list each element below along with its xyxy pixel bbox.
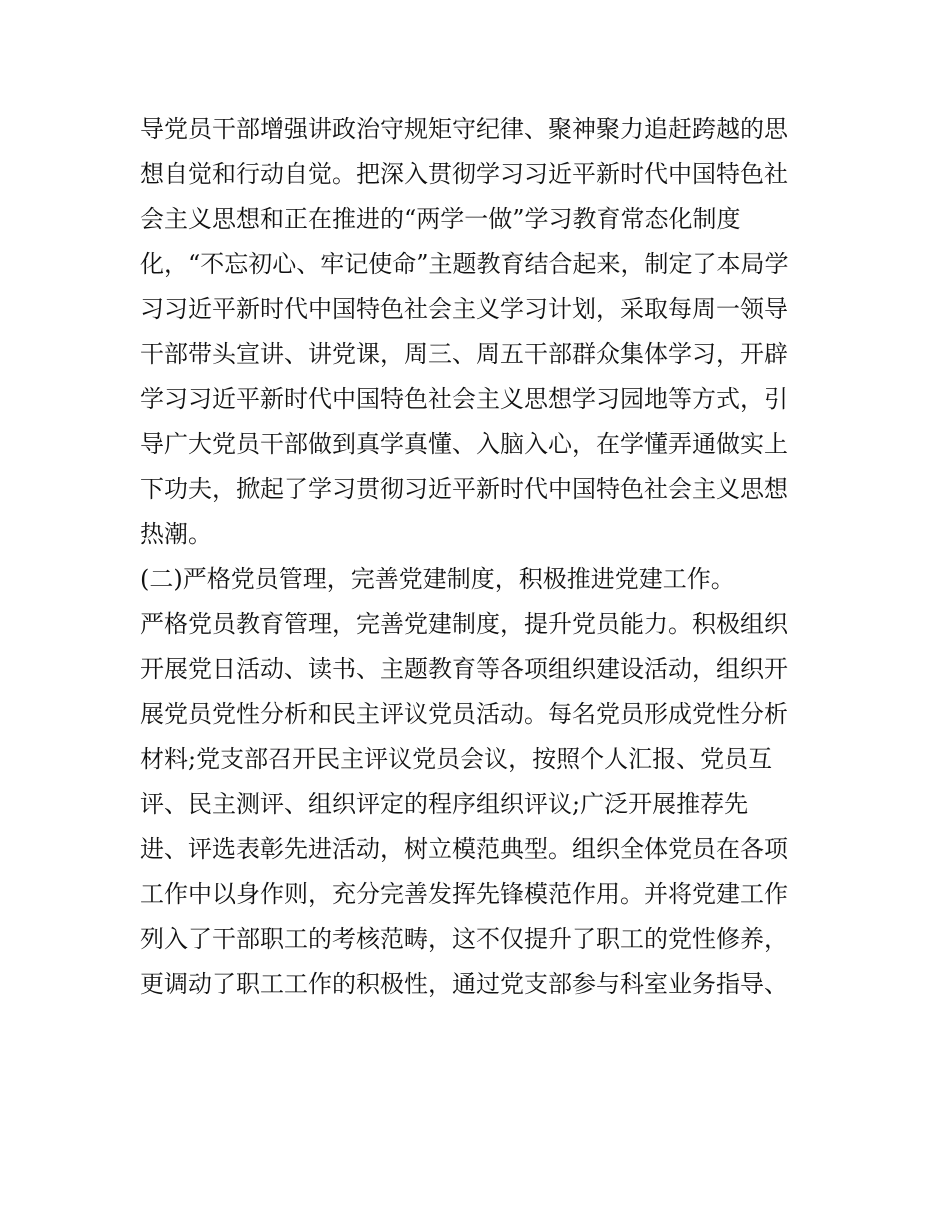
text-line: 展党员党性分析和民主评议党员活动。每名党员形成党性分析: [140, 700, 788, 728]
text-line: 想自觉和行动自觉。把深入贯彻学习习近平新时代中国特色社: [140, 160, 788, 188]
text-line: 工作中以身作则，充分完善发挥先锋模范作用。并将党建工作: [140, 880, 788, 908]
text-line: 热潮。: [140, 520, 212, 548]
text-line: 材料;党支部召开民主评议党员会议，按照个人汇报、党员互: [140, 745, 773, 773]
text-line: 导党员干部增强讲政治守规矩守纪律、聚神聚力追赶跨越的思: [140, 115, 788, 143]
text-line: 评、民主测评、组织评定的程序组织评议;广泛开展推荐先: [140, 790, 749, 818]
section-heading: (二)严格党员管理，完善党建制度，积极推进党建工作。: [140, 565, 735, 593]
body-text: [140, 107, 820, 1007]
text-line: 导广大党员干部做到真学真懂、入脑入心，在学懂弄通做实上: [140, 430, 788, 458]
text-line: 进、评选表彰先进活动，树立模范典型。组织全体党员在各项: [140, 835, 788, 863]
text-line: 会主义思想和正在推进的“两学一做”学习教育常态化制度: [140, 205, 741, 233]
text-line: 更调动了职工工作的积极性，通过党支部参与科室业务指导、: [140, 970, 788, 998]
text-line: 习习近平新时代中国特色社会主义学习计划，采取每周一领导: [140, 295, 788, 323]
text-line: 干部带头宣讲、讲党课，周三、周五干部群众集体学习，开辟: [140, 340, 788, 368]
text-line: 列入了干部职工的考核范畴，这不仅提升了职工的党性修养，: [140, 925, 788, 953]
text-line: 下功夫，掀起了学习贯彻习近平新时代中国特色社会主义思想: [140, 475, 788, 503]
text-line: 严格党员教育管理，完善党建制度，提升党员能力。积极组织: [140, 610, 788, 638]
text-line: 开展党日活动、读书、主题教育等各项组织建设活动，组织开: [140, 655, 788, 683]
text-line: 化，“不忘初心、牢记使命”主题教育结合起来，制定了本局学: [140, 250, 789, 278]
text-line: 学习习近平新时代中国特色社会主义思想学习园地等方式，引: [140, 385, 788, 413]
